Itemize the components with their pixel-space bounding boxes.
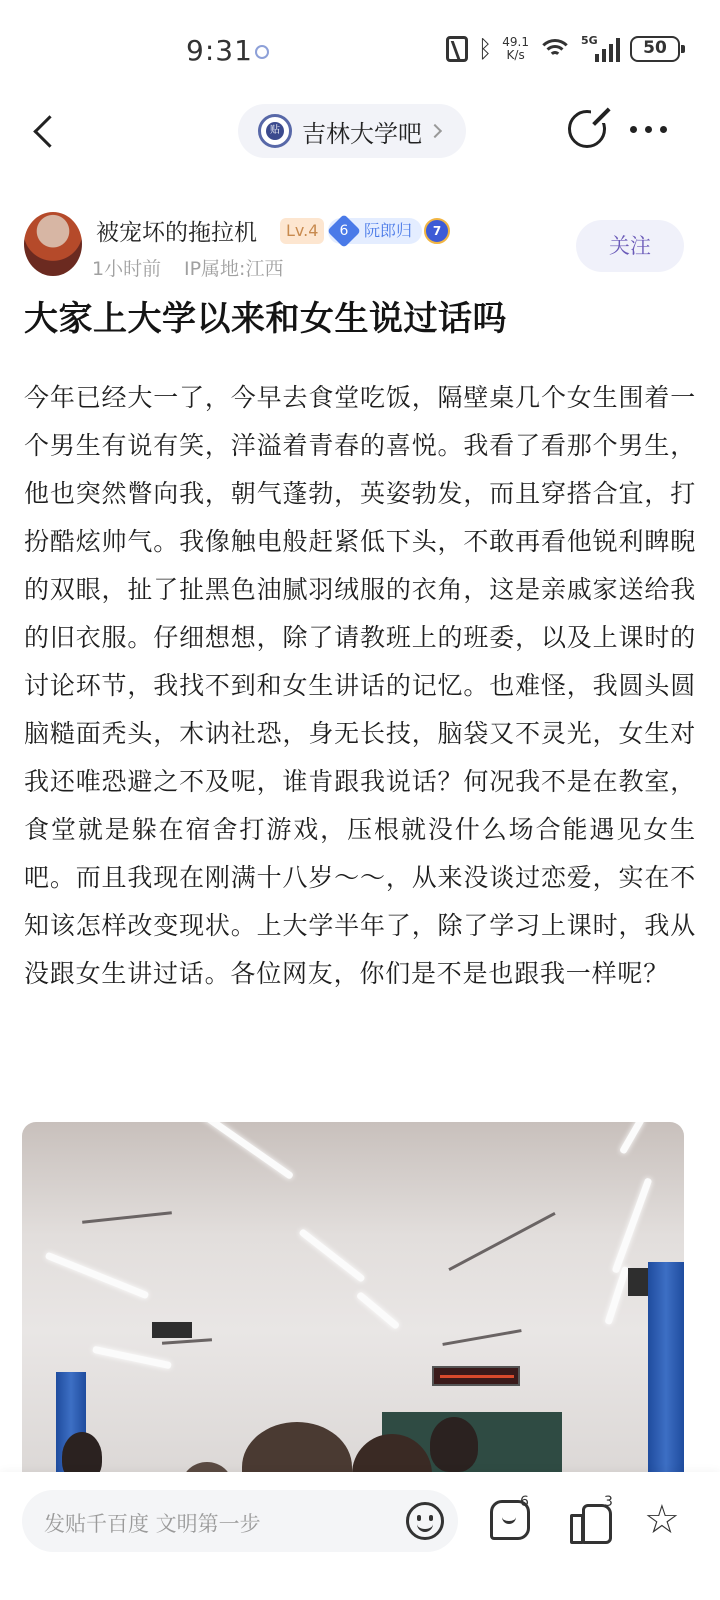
- follow-button[interactable]: 关注: [576, 220, 684, 272]
- author-name[interactable]: 被宠坏的拖拉机: [96, 220, 257, 246]
- back-button[interactable]: [28, 112, 68, 152]
- share-arrow-icon: [592, 108, 610, 126]
- ceiling-light: [92, 1346, 172, 1369]
- battery-icon: 50: [630, 36, 680, 62]
- more-options-button[interactable]: [630, 126, 667, 133]
- net-speed: [502, 36, 529, 62]
- comment-input[interactable]: [22, 1490, 458, 1552]
- ceiling-light: [356, 1291, 400, 1330]
- medal-icon[interactable]: 7: [424, 218, 450, 244]
- ceiling-light: [604, 1266, 629, 1325]
- level-number-icon: 6: [327, 214, 361, 248]
- author-row: [24, 210, 696, 282]
- bottom-bar: [0, 1472, 720, 1600]
- post-title: 大家上大学以来和女生说过话吗: [24, 299, 507, 339]
- led-sign: [432, 1366, 520, 1386]
- ceiling-fan: [442, 1329, 521, 1346]
- ceiling-fan: [162, 1338, 212, 1344]
- forum-logo-text: 贴: [266, 122, 284, 140]
- comment-count: 6: [520, 1494, 529, 1510]
- ip-location: IP属地:江西: [184, 258, 284, 280]
- bluetooth-icon: ᛒ: [477, 35, 493, 63]
- net-speed-unit: K/s: [506, 48, 525, 62]
- star-icon[interactable]: ☆: [644, 1497, 680, 1543]
- ceiling-light: [298, 1228, 365, 1283]
- forum-name: 吉林大学吧: [302, 119, 422, 148]
- post-body: 今年已经大一了，今早去食堂吃饭，隔壁桌几个女生围着一个男生有说有笑，洋溢着青春的喜悦。我看了看那个男生，他也突然瞥向我，朝气蓬勃，英姿勃发，而且穿搭合宜，打扮酷炫帅气。我像触电般赶紧低下头，不敢再看他锐利睥睨的双眼，扯了扯黑色油腻羽绒服的衣角，这是亲戚家送给我的旧衣服。仔细想想，除了请教班上的班委，以及上课时的讨论环节，我找不到和女生讲话的记忆。也难怪，我圆头圆脑糙面秃头，木讷社恐，身无长技，脑袋又不灵光，女生对我还唯恐避之不及呢，谁肯跟我说话？何况我不是在教室，食堂就是躲在宿舍打游戏，压根就没什么场合能遇见女生吧。而且我现在刚满十八岁～～，从来没谈过恋爱，实在不知该怎样改变现状。上大学半年了，除了学习上课时，我从没跟女生讲过话。各位网友，你们是不是也跟我一样呢？: [24, 383, 696, 988]
- status-time: 9:31: [186, 34, 253, 67]
- ceiling-light: [619, 1122, 645, 1155]
- top-nav: [0, 100, 720, 164]
- forum-link[interactable]: [238, 104, 466, 158]
- forum-level-badge[interactable]: [328, 218, 422, 244]
- share-button[interactable]: [568, 110, 606, 148]
- avatar[interactable]: [24, 212, 82, 276]
- wifi-icon: [539, 37, 571, 61]
- post-image[interactable]: [22, 1122, 684, 1502]
- status-bar: [0, 0, 720, 100]
- emoji-icon[interactable]: [406, 1502, 444, 1540]
- ceiling-light: [45, 1252, 150, 1300]
- ceiling-light: [612, 1177, 653, 1273]
- ceiling-fan: [82, 1211, 172, 1223]
- projector: [152, 1322, 192, 1338]
- cellular-signal-icon: [581, 36, 620, 62]
- notification-icon: [255, 45, 269, 59]
- chevron-right-icon: [428, 124, 442, 138]
- level-title: 阮郎归: [364, 221, 413, 240]
- ceiling-light: [200, 1122, 294, 1180]
- network-type: 5G: [581, 34, 598, 47]
- comment-placeholder: 发贴千百度 文明第一步: [44, 1512, 261, 1536]
- net-speed-value: 49.1: [502, 35, 529, 49]
- window-curtain: [648, 1262, 684, 1502]
- nfc-icon: [446, 36, 468, 62]
- ceiling-fan: [448, 1212, 555, 1271]
- status-icons: [446, 36, 680, 62]
- post-time: 1小时前: [92, 258, 162, 280]
- user-level-badge: Lv.4: [280, 218, 324, 244]
- student-head: [430, 1417, 478, 1472]
- forum-logo-icon: [258, 114, 292, 148]
- like-count: 3: [604, 1494, 613, 1510]
